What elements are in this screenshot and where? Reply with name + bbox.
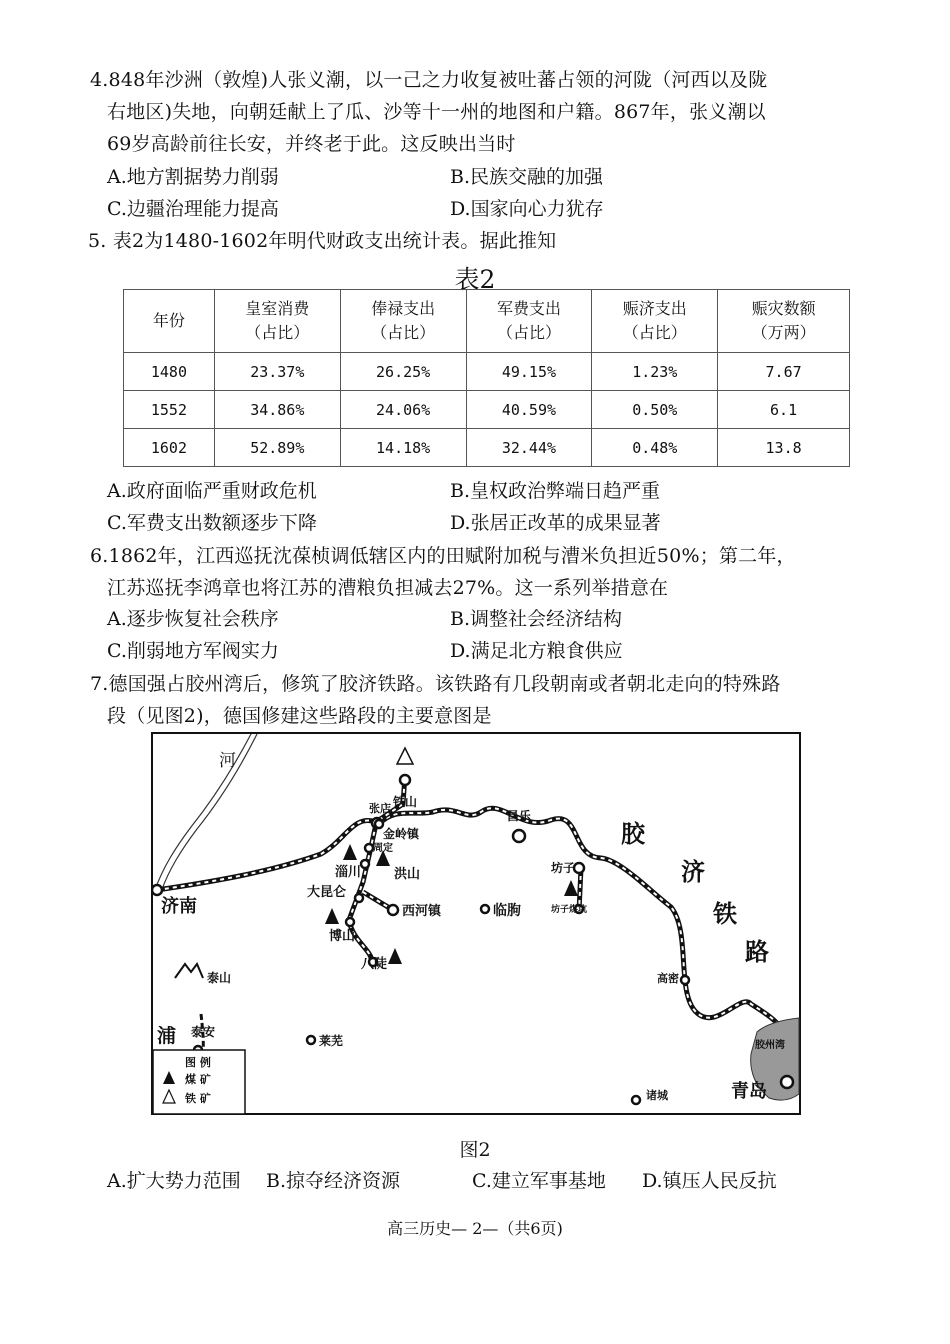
map-frame [152,733,800,1114]
table-cell: 1480 [124,353,215,391]
legend-coal: 煤 矿 [185,1073,211,1086]
station-xihezhen [388,905,398,915]
label-changle: 昌乐 [507,809,532,823]
table-cell: 1552 [124,391,215,429]
q4-option-d[interactable]: D.国家向心力犹存 [450,198,604,220]
map-legend [153,1050,245,1114]
q6-stem-line1: 6.1862年，江西巡抚沈葆桢调低辖区内的田赋附加税与漕米负担近50%；第二年， [90,545,796,567]
q7-option-b[interactable]: B.掠夺经济资源 [266,1170,401,1192]
river-label-pu: 浦 [157,1025,177,1047]
q5-option-a[interactable]: A.政府面临严重财政危机 [107,480,317,502]
header-relief-amount: 赈灾数额 （万两） [718,290,850,353]
table-cell: 23.37% [214,353,340,391]
city-zhucheng [632,1096,640,1104]
q4-option-a[interactable]: A.地方割据势力削弱 [107,166,279,188]
label-qingdao: 青岛 [731,1081,767,1102]
table-cell: 52.89% [214,429,340,467]
q4-option-c[interactable]: C.边疆治理能力提高 [107,198,279,220]
table-cell: 24.06% [340,391,466,429]
label-jiaozhouwan: 胶州湾 [755,1040,785,1051]
label-hongshan: 洪山 [394,867,421,882]
railway-name-char: 路 [745,938,769,966]
q6-option-d[interactable]: D.满足北方粮食供应 [450,640,623,662]
q6-option-b[interactable]: B.调整社会经济结构 [450,608,623,630]
header-military: 军费支出 （占比） [466,290,592,353]
legend-iron: 铁 矿 [185,1092,211,1105]
q7-option-d[interactable]: D.镇压人民反抗 [642,1170,777,1192]
q5-option-b[interactable]: B.皇权政治弊端日趋严重 [450,480,661,502]
station-zhouding [365,844,373,852]
station-tieshan [400,775,410,785]
river-label: 河 [219,751,236,771]
label-dakunlun: 大昆仑 [307,885,347,900]
railway-name-char: 济 [681,858,705,886]
station-dakunlun [355,894,363,902]
label-zhangdian: 张店 [369,802,391,815]
label-jinan: 济南 [161,896,197,917]
q6-stem-line2: 江苏巡抚李鸿章也将江苏的漕粮负担减去27%。这一系列举措意在 [107,577,669,599]
header-salary: 俸禄支出 （占比） [340,290,466,353]
station-gaomi [681,976,689,984]
q7-stem-line2: 段（见图2)，德国修建这些路段的主要意图是 [107,705,492,727]
label-xihezhen: 西河镇 [402,904,442,919]
label-jinlingzhen: 金岭镇 [383,827,420,841]
table-cell: 26.25% [340,353,466,391]
label-laiwu: 莱芜 [319,1034,344,1048]
table-cell: 0.48% [592,429,718,467]
table-row [124,353,850,391]
city-linqu [481,905,489,913]
table-cell: 34.86% [214,391,340,429]
station-changle [513,830,525,842]
header-royal: 皇室消费 （占比） [214,290,340,353]
q7-stem-line1: 7.德国强占胶州湾后，修筑了胶济铁路。该铁路有几段朝南或者朝北走向的特殊路 [90,673,781,695]
label-tieshan: 铁山 [393,795,418,809]
q5-option-c[interactable]: C.军费支出数额逐步下降 [107,512,317,534]
label-fangzi-mine: 坊子煤坑 [551,905,588,915]
label-zichuan: 淄川 [335,865,362,880]
station-fangzi [574,863,584,873]
table-cell: 6.1 [718,391,850,429]
q6-option-a[interactable]: A.逐步恢复社会秩序 [107,608,279,630]
label-balu: 八陡 [361,957,388,972]
table-cell: 1.23% [592,353,718,391]
railway-name-char: 胶 [621,820,645,848]
q7-option-a[interactable]: A.扩大势力范围 [107,1170,241,1192]
q7-option-c[interactable]: C.建立军事基地 [472,1170,606,1192]
label-fangzi: 坊子 [551,861,576,875]
header-year: 年份 [124,290,215,353]
q4-stem-line2: 右地区)失地，向朝廷献上了瓜、沙等十一州的地图和户籍。867年，张义潮以 [107,101,766,123]
q5-option-d[interactable]: D.张居正改革的成果显著 [450,512,661,534]
label-taian: 泰安 [191,1025,216,1039]
table-cell: 1602 [124,429,215,467]
q5-stem: 5. 表2为1480-1602年明代财政支出统计表。据此推知 [88,230,557,252]
table-header-row [124,290,850,353]
table-cell: 7.67 [718,353,850,391]
label-linqu: 临朐 [493,903,521,919]
station-qingdao [781,1076,793,1088]
table-cell: 32.44% [466,429,592,467]
station-zichuan [361,860,369,868]
q4-stem-line1: 4.848年沙洲（敦煌)人张义潮，以一己之力收复被吐蕃占领的河陇（河西以及陇 [90,69,768,91]
fiscal-table [123,289,850,467]
table-cell: 49.15% [466,353,592,391]
q4-stem-line3: 69岁高龄前往长安，并终老于此。这反映出当时 [107,133,516,155]
header-relief: 赈济支出 （占比） [592,290,718,353]
label-zhucheng: 诸城 [646,1089,668,1102]
table-row [124,391,850,429]
q4-option-b[interactable]: B.民族交融的加强 [450,166,604,188]
station-jinlingzhen [375,820,383,828]
q6-option-c[interactable]: C.削弱地方军阀实力 [107,640,279,662]
figure-caption: 图2 [459,1139,491,1161]
page-footer: 高三历史— 2—（共6页) [387,1219,563,1238]
table-cell: 13.8 [718,429,850,467]
railway-map [151,732,801,1115]
label-boshan: 博山 [329,929,356,944]
railway-name-char: 铁 [713,900,737,928]
table-title: 表2 [454,265,496,294]
label-zhouding: 周定 [373,843,393,854]
table-cell: 0.50% [592,391,718,429]
station-jinan [152,885,162,895]
table-cell: 14.18% [340,429,466,467]
table-row [124,429,850,467]
city-laiwu [307,1036,315,1044]
label-gaomi: 高密 [657,972,679,985]
station-boshan [346,918,354,926]
legend-title: 图 例 [185,1056,211,1069]
table-cell: 40.59% [466,391,592,429]
label-taishan: 泰山 [207,971,232,985]
